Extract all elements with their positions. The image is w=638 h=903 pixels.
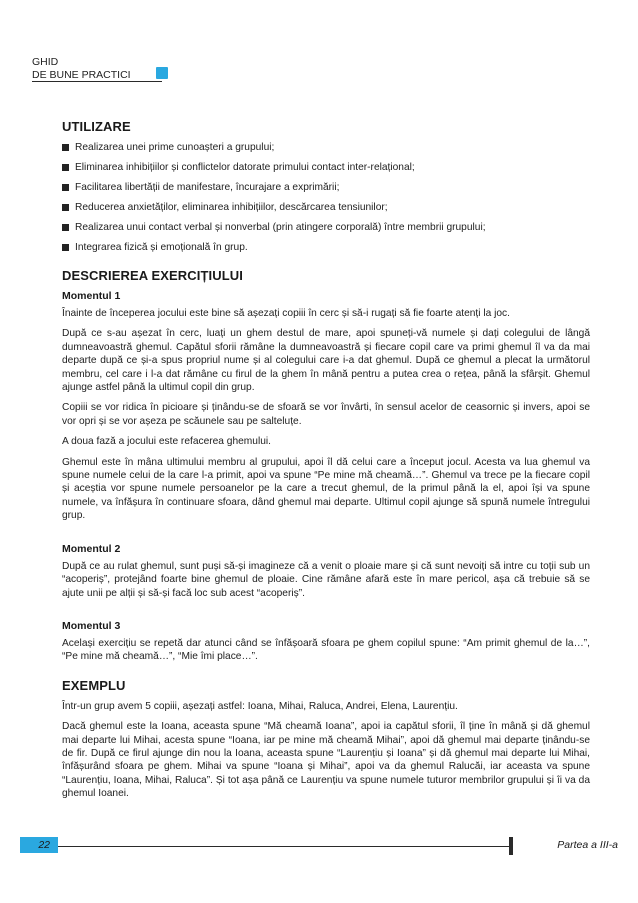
paragraph: Copiii se vor ridica în picioare și ținându-se de sfoară se vor învârti, în sensul acelor de ceasornic și invers, apoi se vor opri și se vor așeza pe scăunele sau pe salteluțe.	[62, 402, 590, 427]
bullet-square-icon	[62, 144, 69, 151]
footer-tick-mark	[509, 837, 513, 855]
paragraph: După ce au rulat ghemul, sunt puși să-și imagineze că a venit o ploaie mare și că sunt nevoiți să intre cu toții sub un “acoperiș”, protejând foarte bine ghemul de ploaie. Cine rămâne afară este în mare pericol, așa că trebuie să se ajute unii pe alții și să-și facă loc sub acest “acoperiș”.	[62, 560, 590, 599]
spacer	[62, 607, 590, 620]
list-item	[62, 161, 590, 174]
page-footer	[20, 837, 618, 855]
header-guide-title	[32, 56, 131, 82]
section-utilizare	[62, 119, 590, 254]
section-title-descriere: DESCRIEREA EXERCIȚIULUI	[62, 268, 243, 283]
list-item-text: Reducerea anxietăților, eliminarea inhibițiilor, descărcarea tensiunilor;	[75, 202, 388, 213]
footer-rule	[58, 846, 510, 847]
bullet-square-icon	[62, 204, 69, 211]
spacer	[62, 530, 590, 543]
bullet-square-icon	[62, 244, 69, 251]
list-item	[62, 241, 590, 254]
paragraph: Într-un grup avem 5 copiii, așezați astfel: Ioana, Mihai, Raluca, Andrei, Elena, Laurențiu.	[62, 700, 458, 712]
paragraph: Înainte de începerea jocului este bine să așezați copiii în cerc și să-i rugați să fie foarte atenți la joc.	[62, 308, 510, 319]
moment-1-title: Momentul 1	[62, 290, 121, 302]
section-exemplu	[62, 678, 590, 801]
moment-3-title: Momentul 3	[62, 619, 121, 632]
list-item-text: Realizarea unui contact verbal și nonverbal (prin atingere corporală) între membrii grupului;	[75, 222, 486, 233]
page-content	[62, 119, 590, 815]
paragraph: Dacă ghemul este la Ioana, aceasta spune “Mă cheamă Ioana”, apoi ia capătul sforii, îl ține în mână și dă ghemul mai departe lui Mihai, acesta spune “Ioana, iar pe mine mă cheamă Mihai”, apoi dă ghemul mai departe ținându-se de fir. După ce firul ajunge din nou la Ioana, aceasta spune “Laurențiu și Ioana” și dă ghemul mai departe lui Mihai, înfășurând sfoara pe ghem. Mihai va spune “Ioana și Mihai”, apoi va da ghemul Ralucăi, iar aceasta va spune “Laurențiu, Ioana, Mihai, Raluca”. Și tot așa până ce Laurențiu va spune numele tuturor membrilor grupului și îi va da ghemul Ioanei.	[62, 721, 590, 800]
section-descriere	[62, 268, 590, 664]
bullet-square-icon	[62, 164, 69, 171]
paragraph: Ghemul este în mâna ultimului membru al grupului, apoi îl dă celui care a început jocul. Acesta va lua ghemul va spune numele celui de la care l-a primit, apoi va spune “Pe mine mă cheamă…”. Ghemul va trece pe la fiecare copil și aceștia vor spune numele persoanelor pe la care a trecut ghemul, de la primul până la el, apoi își va spune numele, va înfășura în continuare sfoara, dând ghemul mai departe. Ultimul copil ajunge să spună numele întregului grup.	[62, 456, 590, 522]
list-item-text: Realizarea unei prime cunoașteri a grupului;	[75, 142, 275, 153]
list-item	[62, 141, 590, 154]
list-item	[62, 221, 590, 234]
paragraph: După ce s-au așezat în cerc, luați un ghem destul de mare, apoi spuneți-vă numele și dați colegului de lângă dumneavoastră ghemul. Capătul sforii rămâne la dumneavoastră și fiecare copil care va primi ghemul îl va da mai departe după ce și-a spus propriul nume și al colegului care i-a dat ghemul. După ce ghemul a plecat la următorul membru, cel care i l-a dat rămâne cu firul de la ghem în mână pentru a putea crea o rețea, până la sfârșit. Ghemul ajunge astfel până la ultimul copil din grup.	[62, 328, 590, 394]
header-line-1: GHID	[32, 56, 59, 68]
list-item	[62, 181, 590, 194]
footer-part-label: Partea a III-a	[557, 839, 618, 851]
list-item	[62, 201, 590, 214]
bullet-square-icon	[62, 184, 69, 191]
paragraph: Același exercițiu se repetă dar atunci când se înfășoară sfoara pe ghem copilul spune: “Am primit ghemul de la…”, “Pe mine mă cheamă…”, “Mie îmi place…”.	[62, 637, 590, 663]
utilizare-list	[62, 141, 590, 254]
list-item-text: Eliminarea inhibițiilor și conflictelor datorate primului contact inter-relațional;	[75, 162, 415, 173]
moment-2-title: Momentul 2	[62, 542, 121, 555]
header-rule	[32, 81, 162, 82]
header-accent-square	[156, 67, 168, 79]
section-title-exemplu: EXEMPLU	[62, 677, 126, 693]
section-title-utilizare: UTILIZARE	[62, 119, 131, 134]
paragraph: A doua fază a jocului este refacerea ghemului.	[62, 436, 271, 448]
bullet-square-icon	[62, 224, 69, 231]
list-item-text: Facilitarea libertății de manifestare, încurajare a exprimării;	[75, 182, 340, 193]
header-line-2: DE BUNE PRACTICI	[32, 69, 131, 81]
list-item-text: Integrarea fizică și emoțională în grup.	[75, 242, 248, 253]
page-number: 22	[38, 839, 50, 851]
